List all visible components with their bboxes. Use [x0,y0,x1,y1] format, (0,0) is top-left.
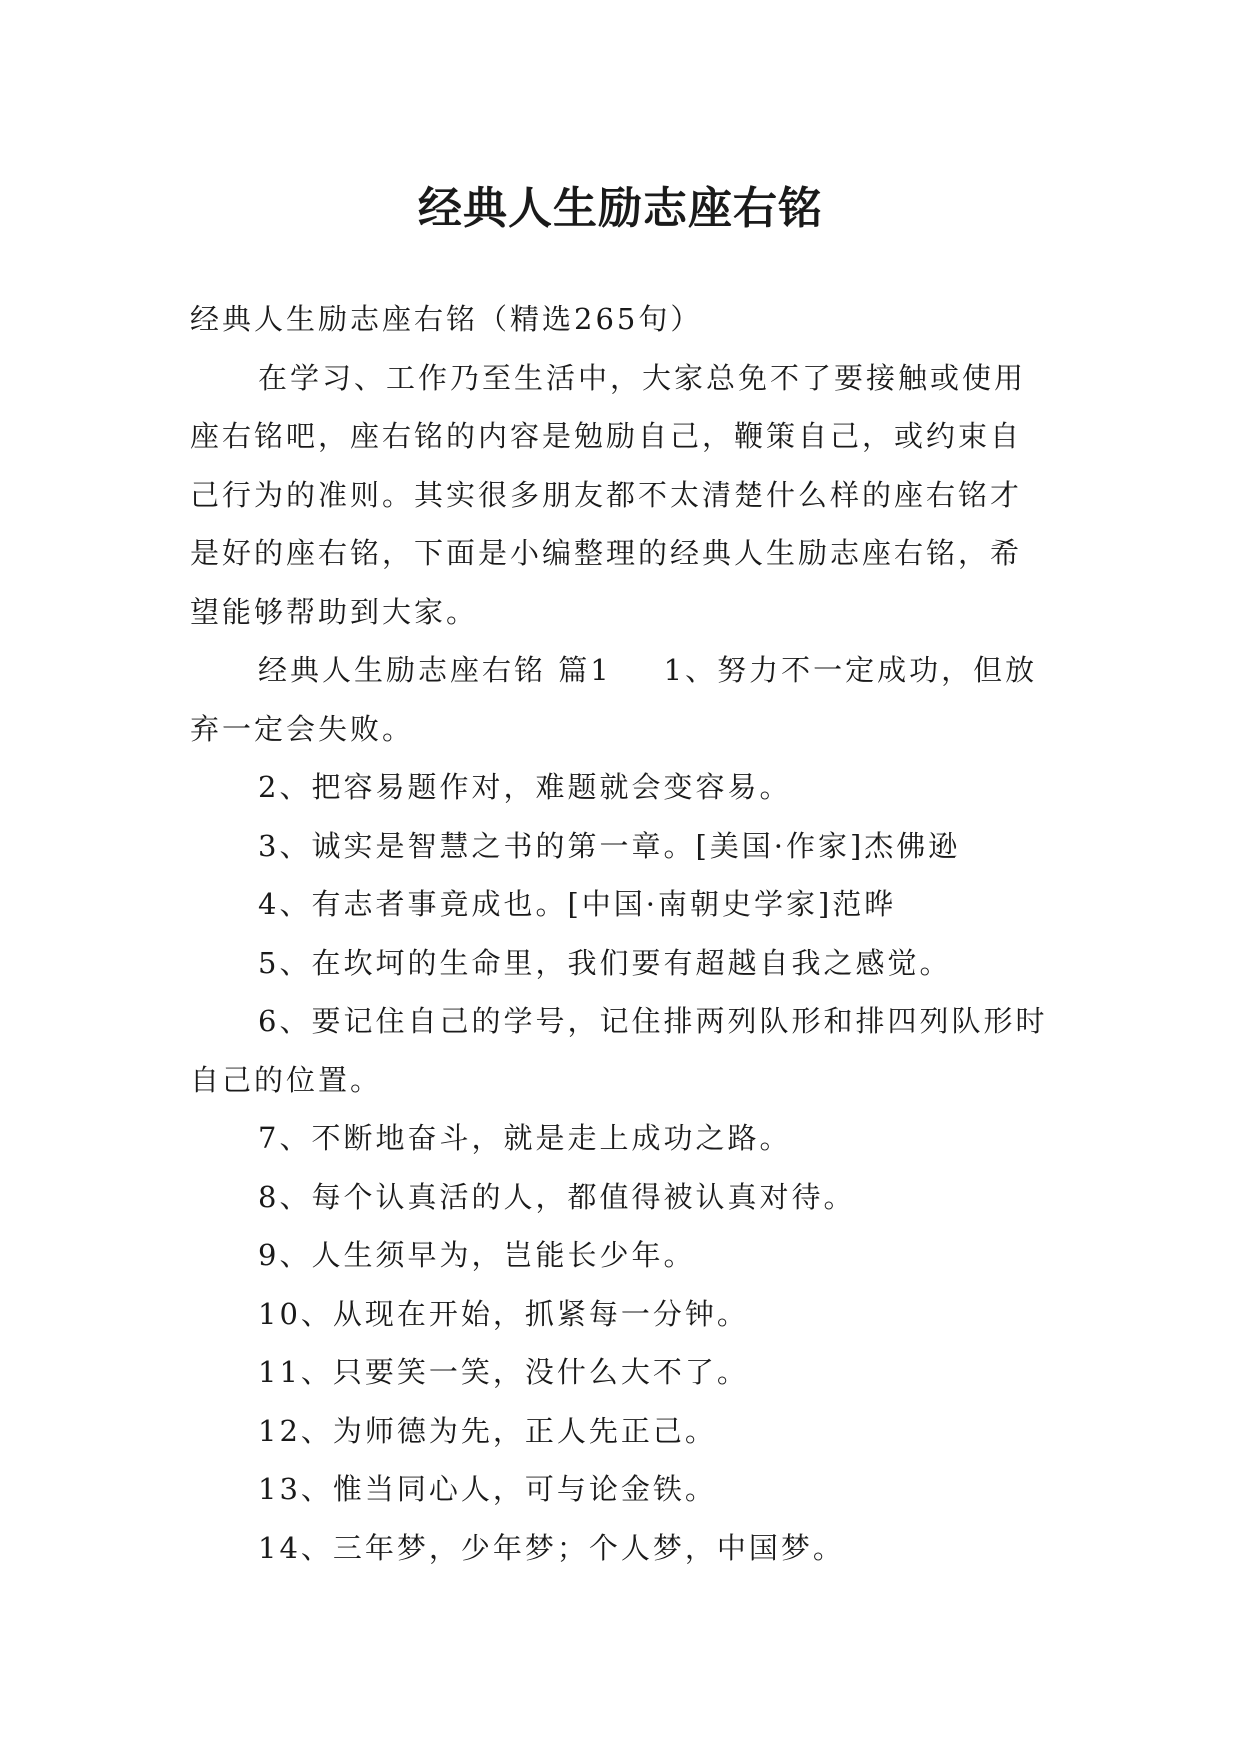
section-heading: 经典人生励志座右铭 篇1 [258,653,612,687]
list-item: 6、要记住自己的学号，记住排两列队形和排四列队形时自己的位置。 [190,1004,1048,1097]
document-title: 经典人生励志座右铭 [418,183,823,235]
list-item: 12、为师德为先，正人先正己。 [258,1413,717,1448]
list-item: 14、三年梦，少年梦；个人梦，中国梦。 [258,1530,845,1565]
list-item: 5、在坎坷的生命里，我们要有超越自我之感觉。 [258,945,952,980]
list-item: 9、人生须早为，岂能长少年。 [258,1238,696,1272]
list-item: 3、诚实是智慧之书的第一章。[美国·作家]杰佛逊 [258,828,961,863]
list-item: 13、惟当同心人，可与论金铁。 [258,1472,717,1506]
document-subtitle: 经典人生励志座右铭（精选265句） [190,302,703,336]
list-item: 10、从现在开始，抓紧每一分钟。 [258,1296,749,1331]
list-item: 7、不断地奋斗，就是走上成功之路。 [258,1121,792,1155]
document-body [190,290,1050,1577]
section-first-paragraph [190,641,1050,758]
list-item: 2、把容易题作对，难题就会变容易。 [258,770,792,804]
list-item: 1、努力不一定成功，但放弃一定会失败。 [190,653,1038,746]
list-item: 8、每个认真活的人，都值得被认真对待。 [258,1179,856,1214]
list-item: 4、有志者事竟成也。[中国·南朝史学家]范晔 [258,887,897,921]
list-item: 11、只要笑一笑，没什么大不了。 [258,1355,749,1389]
intro-paragraph: 在学习、工作乃至生活中，大家总免不了要接触或使用座右铭吧，座右铭的内容是勉励自己，鞭策自己，或约束自己行为的准则。其实很多朋友都不太清楚什么样的座右铭才是好的座右铭，下面是小编整理的经典人生励志座右铭，希望能够帮助到大家。 [190,360,1027,629]
